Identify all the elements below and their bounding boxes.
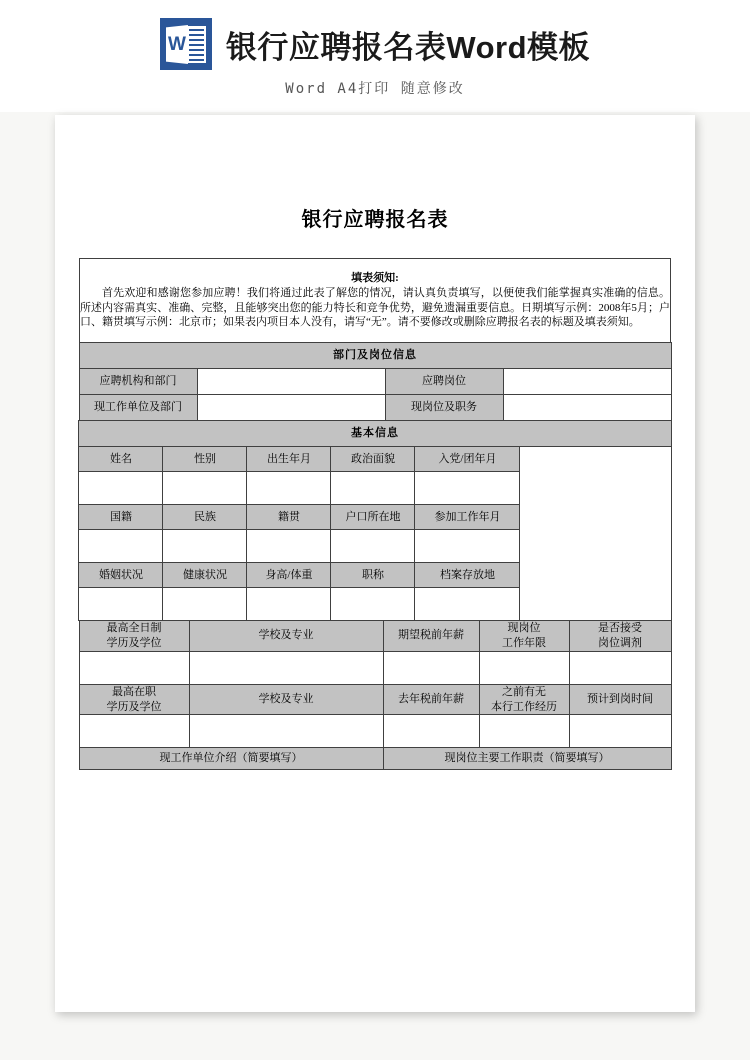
field-ethnicity[interactable] bbox=[163, 530, 247, 563]
label-applied-org-dept: 应聘机构和部门 bbox=[79, 369, 197, 395]
education-section bbox=[55, 620, 695, 748]
department-table bbox=[79, 342, 672, 421]
field-accept-position-transfer[interactable] bbox=[569, 651, 671, 684]
field-height-weight[interactable] bbox=[247, 588, 331, 621]
notice-table bbox=[79, 258, 671, 343]
label-party-join-date: 入党/团年月 bbox=[415, 447, 520, 472]
field-professional-title[interactable] bbox=[331, 588, 415, 621]
table-row bbox=[79, 715, 671, 748]
label-highest-inservice-degree-line1: 最高在职 bbox=[112, 685, 156, 698]
label-expected-pretax-salary: 期望税前年薪 bbox=[383, 621, 479, 652]
notice-heading: 填表须知: bbox=[351, 271, 399, 284]
label-household-location: 户口所在地 bbox=[331, 505, 415, 530]
notice-body: 首先欢迎和感谢您参加应聘！我们将通过此表了解您的情况，请认真负责填写，以便使我们能掌握真实准确的信息。所述内容需真实、准确、完整，且能够突出您的能力特长和竞争优势，避免遗漏重要信息。日期填写示例：2008年5月；户口、籍贯填写示例：北京市；如果表内项目本人没有，请写“无”。请不要修改或删除应聘报名表的标题及填表须知。 bbox=[80, 286, 670, 329]
label-current-position-duties: 现岗位主要工作职责（简要填写） bbox=[383, 748, 671, 770]
field-highest-fulltime-degree[interactable] bbox=[79, 651, 189, 684]
label-nationality: 国籍 bbox=[79, 505, 163, 530]
document-title: 银行应聘报名表 bbox=[301, 209, 449, 231]
field-work-start-date[interactable] bbox=[415, 530, 520, 563]
field-native-place[interactable] bbox=[247, 530, 331, 563]
field-inservice-school-major[interactable] bbox=[189, 715, 383, 748]
label-highest-fulltime-degree bbox=[79, 621, 189, 652]
footer-table bbox=[79, 747, 672, 770]
field-archive-location[interactable] bbox=[415, 588, 520, 621]
label-health-status: 健康状况 bbox=[163, 563, 247, 588]
label-archive-location: 档案存放地 bbox=[415, 563, 520, 588]
label-highest-inservice-degree bbox=[79, 684, 189, 715]
label-inservice-school-major: 学校及专业 bbox=[189, 684, 383, 715]
table-row bbox=[79, 343, 671, 369]
label-gender: 性别 bbox=[163, 447, 247, 472]
word-document-icon bbox=[160, 18, 212, 70]
label-political-status: 政治面貌 bbox=[331, 447, 415, 472]
field-gender[interactable] bbox=[163, 472, 247, 505]
page-subtitle: Word A4打印 随意修改 bbox=[285, 81, 465, 97]
notice-section bbox=[55, 258, 695, 343]
field-applied-org-dept[interactable] bbox=[197, 369, 385, 395]
label-professional-title: 职称 bbox=[331, 563, 415, 588]
footer-section bbox=[55, 747, 695, 770]
label-name: 姓名 bbox=[79, 447, 163, 472]
page-title: 银行应聘报名表Word模板 bbox=[225, 29, 591, 65]
field-expected-pretax-salary[interactable] bbox=[383, 651, 479, 684]
field-current-position-title[interactable] bbox=[503, 395, 671, 421]
field-birth-date[interactable] bbox=[247, 472, 331, 505]
field-last-year-pretax-salary[interactable] bbox=[383, 715, 479, 748]
field-current-org-dept[interactable] bbox=[197, 395, 385, 421]
label-marital-status: 婚姻状况 bbox=[79, 563, 163, 588]
table-row bbox=[80, 259, 671, 343]
notice-cell bbox=[80, 259, 671, 343]
table-row bbox=[79, 447, 671, 472]
field-marital-status[interactable] bbox=[79, 588, 163, 621]
label-accept-position-transfer-line2: 岗位调剂 bbox=[598, 636, 642, 649]
section-header-department: 部门及岗位信息 bbox=[79, 343, 671, 369]
label-last-year-pretax-salary: 去年税前年薪 bbox=[383, 684, 479, 715]
section-header-basic-info: 基本信息 bbox=[79, 421, 671, 447]
label-height-weight: 身高/体重 bbox=[247, 563, 331, 588]
word-icon-letter: W bbox=[167, 34, 186, 55]
document-page bbox=[55, 115, 695, 1012]
field-party-join-date[interactable] bbox=[415, 472, 520, 505]
label-native-place: 籍贯 bbox=[247, 505, 331, 530]
field-health-status[interactable] bbox=[163, 588, 247, 621]
field-current-position-years[interactable] bbox=[479, 651, 569, 684]
label-birth-date: 出生年月 bbox=[247, 447, 331, 472]
page-header bbox=[0, 0, 750, 112]
field-political-status[interactable] bbox=[331, 472, 415, 505]
label-fulltime-school-major: 学校及专业 bbox=[189, 621, 383, 652]
label-highest-fulltime-degree-line2: 学历及学位 bbox=[106, 636, 162, 649]
label-current-position-title: 现岗位及职务 bbox=[385, 395, 503, 421]
basic-info-section bbox=[55, 420, 695, 621]
table-row bbox=[79, 651, 671, 684]
table-row bbox=[79, 684, 671, 715]
word-icon-page bbox=[187, 26, 206, 63]
label-accept-position-transfer-line1: 是否接受 bbox=[598, 622, 642, 634]
label-highest-fulltime-degree-line1: 最高全日制 bbox=[106, 622, 162, 634]
label-current-employer-intro: 现工作单位介绍（简要填写） bbox=[79, 748, 383, 770]
table-row bbox=[79, 748, 671, 770]
photo-cell[interactable] bbox=[520, 447, 671, 621]
field-prior-bank-experience[interactable] bbox=[479, 715, 569, 748]
field-name[interactable] bbox=[79, 472, 163, 505]
table-row bbox=[79, 421, 671, 447]
label-current-position-years-line2: 工作年限 bbox=[502, 636, 546, 649]
label-prior-bank-experience bbox=[479, 684, 569, 715]
label-prior-bank-experience-line1: 之前有无 bbox=[502, 685, 546, 698]
document-canvas bbox=[0, 112, 750, 1060]
table-row bbox=[79, 395, 671, 421]
field-expected-onboard-date[interactable] bbox=[569, 715, 671, 748]
label-expected-onboard-date: 预计到岗时间 bbox=[569, 684, 671, 715]
field-highest-inservice-degree[interactable] bbox=[79, 715, 189, 748]
table-row bbox=[79, 621, 671, 652]
label-highest-inservice-degree-line2: 学历及学位 bbox=[106, 700, 162, 713]
field-fulltime-school-major[interactable] bbox=[189, 651, 383, 684]
table-row bbox=[79, 369, 671, 395]
label-current-org-dept: 现工作单位及部门 bbox=[79, 395, 197, 421]
label-work-start-date: 参加工作年月 bbox=[415, 505, 520, 530]
education-table bbox=[79, 620, 672, 748]
label-current-position-years bbox=[479, 621, 569, 652]
field-applied-position[interactable] bbox=[503, 369, 671, 395]
label-current-position-years-line1: 现岗位 bbox=[507, 622, 541, 634]
department-section bbox=[55, 342, 695, 421]
field-nationality[interactable] bbox=[79, 530, 163, 563]
header-title-row bbox=[160, 18, 590, 70]
label-accept-position-transfer bbox=[569, 621, 671, 652]
field-household-location[interactable] bbox=[331, 530, 415, 563]
label-ethnicity: 民族 bbox=[163, 505, 247, 530]
label-prior-bank-experience-line2: 本行工作经历 bbox=[491, 700, 557, 713]
label-applied-position: 应聘岗位 bbox=[385, 369, 503, 395]
basic-info-table bbox=[78, 420, 671, 621]
